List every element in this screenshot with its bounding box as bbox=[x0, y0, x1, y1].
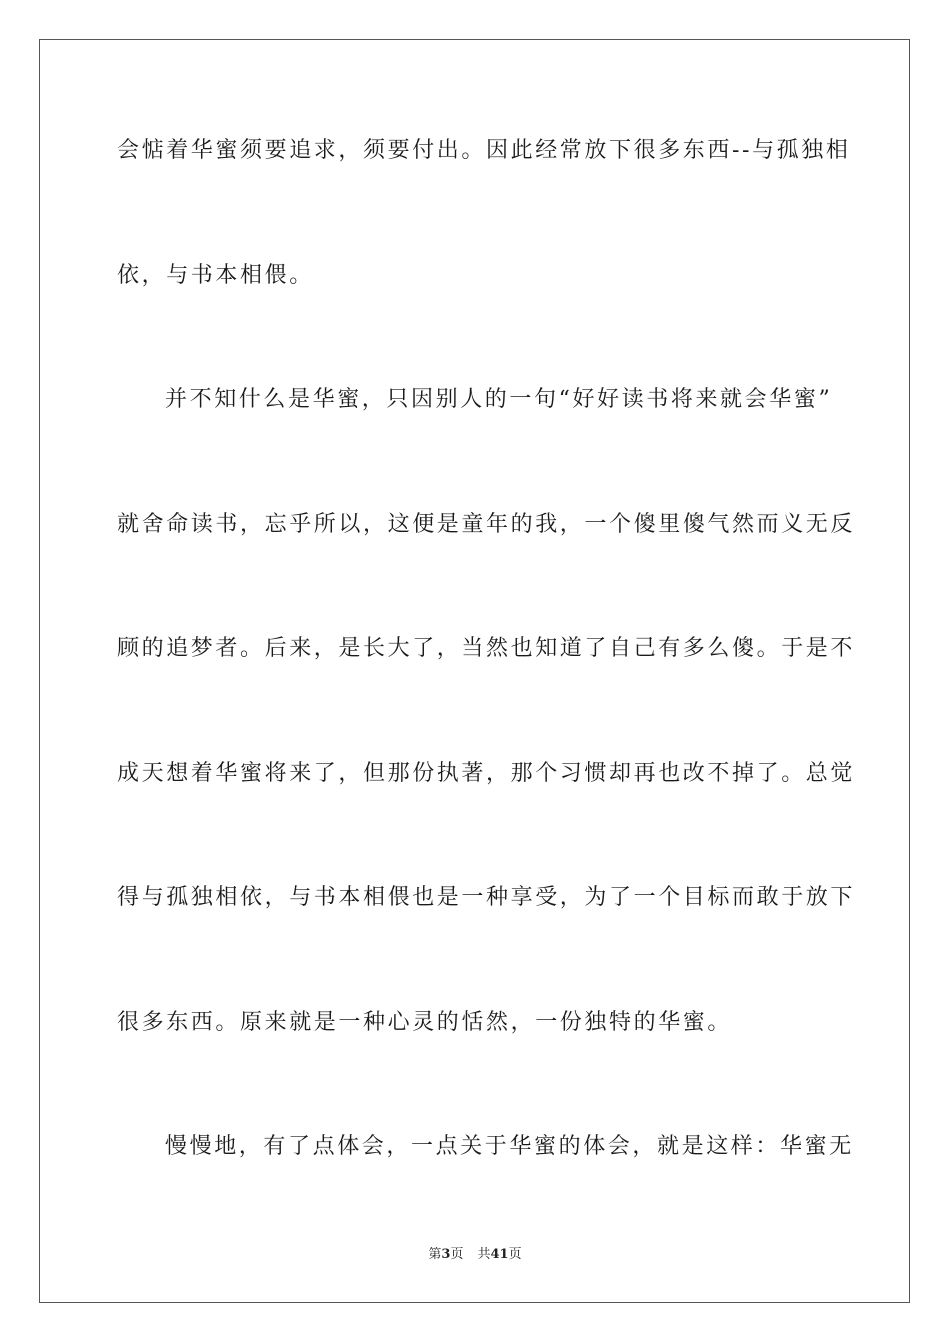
page-label-prefix: 第 bbox=[428, 1247, 442, 1262]
paragraph-start-line-9: 慢慢地，有了点体会，一点关于华蜜的体会，就是这样：华蜜无 bbox=[165, 1134, 854, 1159]
paragraph-start-line-3: 并不知什么是华蜜，只因别人的一句“好好读书将来就会华蜜” bbox=[165, 387, 833, 412]
text-line-1: 会惦着华蜜须要追求，须要付出。因此经常放下很多东西--与孤独相 bbox=[117, 138, 851, 163]
page-border bbox=[39, 39, 910, 1303]
total-label-prefix: 共 bbox=[477, 1247, 491, 1262]
text-line-7: 得与孤独相依，与书本相偎也是一种享受，为了一个目标而敢于放下 bbox=[117, 885, 856, 910]
current-page-number: 3 bbox=[441, 1247, 451, 1262]
total-pages-number: 41 bbox=[490, 1247, 509, 1262]
page-footer bbox=[0, 1246, 950, 1264]
text-line-2: 依，与书本相偎。 bbox=[117, 263, 314, 288]
text-line-4: 就舍命读书，忘乎所以，这便是童年的我，一个傻里傻气然而义无反 bbox=[117, 512, 856, 537]
text-line-8: 很多东西。原来就是一种心灵的恬然，一份独特的华蜜。 bbox=[117, 1010, 733, 1035]
text-line-6: 成天想着华蜜将来了，但那份执著，那个习惯却再也改不掉了。总觉 bbox=[117, 761, 856, 786]
text-line-5: 顾的追梦者。后来，是长大了，当然也知道了自己有多么傻。于是不 bbox=[117, 636, 856, 661]
total-label-suffix: 页 bbox=[508, 1247, 522, 1262]
page-label-suffix: 页 bbox=[450, 1247, 464, 1262]
